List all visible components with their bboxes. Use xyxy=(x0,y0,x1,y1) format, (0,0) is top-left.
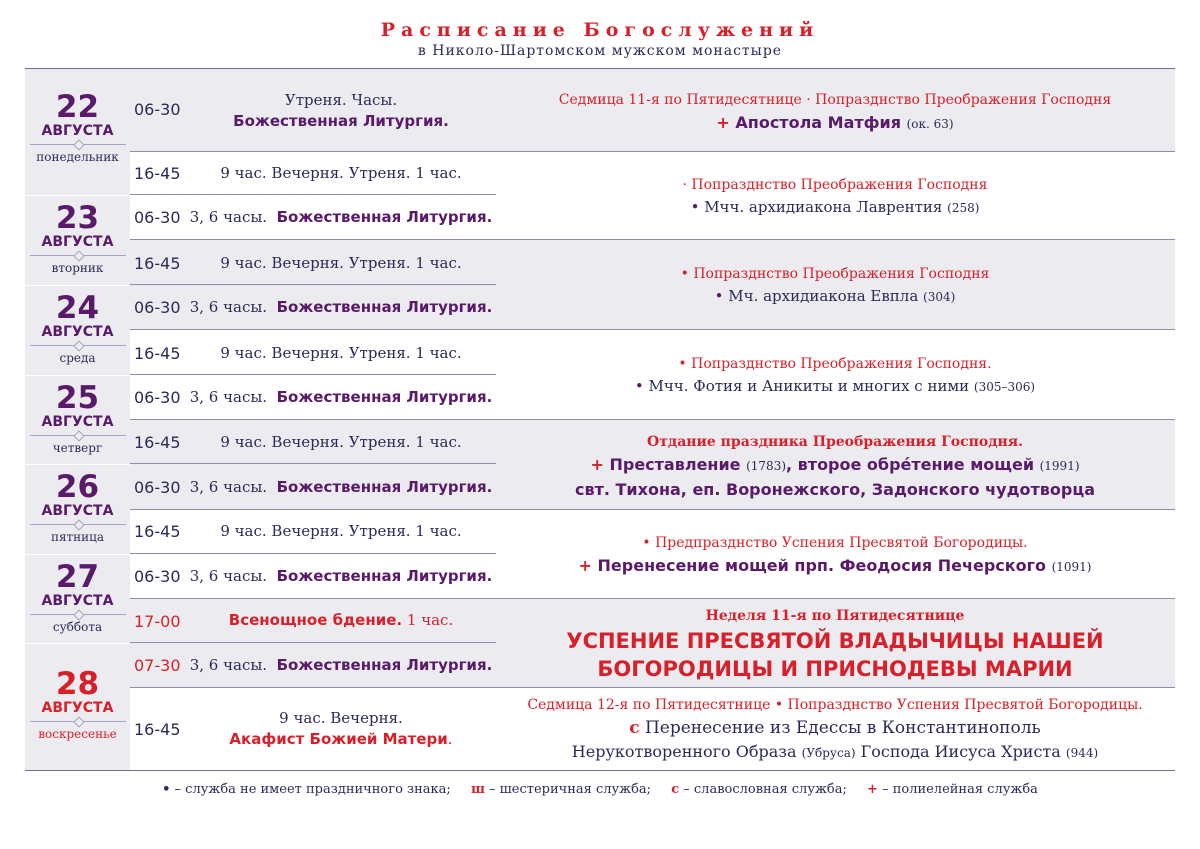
feast-year: (1991) xyxy=(1039,459,1080,473)
service-time: 06-30 xyxy=(134,388,181,407)
service-liturgy: Божественная Литургия. xyxy=(276,478,493,496)
row-divider xyxy=(130,284,496,285)
feast-year: (944) xyxy=(1065,746,1099,760)
service-desc: 9 час. Вечерня. Утреня. 1 час. xyxy=(220,522,462,540)
service-liturgy: Божественная Литургия. xyxy=(276,656,493,674)
service-time: 16-45 xyxy=(134,522,181,541)
feast-title-line2: свт. Тихона, еп. Воронежского, Задонского чудотворца xyxy=(574,480,1096,499)
service-time: 16-45 xyxy=(134,254,181,273)
date-month: АВГУСТА xyxy=(41,324,114,340)
great-feast-title-line2: БОГОРОДИЦЫ И ПРИСНОДЕВЫ МАРИИ xyxy=(597,657,1073,681)
row-divider xyxy=(130,151,1175,152)
feast-year: (1783) xyxy=(746,459,787,473)
service-desc xyxy=(186,297,496,318)
feast-subtitle: • Предпразднство Успения Пресвятой Богородицы. xyxy=(642,535,1028,551)
feast-note: (Убруса) xyxy=(801,746,856,760)
legend-text: – полиелейная служба xyxy=(877,782,1038,797)
feast-title: Апостола Матфия xyxy=(735,113,902,132)
service-liturgy: Божественная Литургия. xyxy=(276,567,493,585)
service-desc xyxy=(186,708,496,750)
date-number: 23 xyxy=(55,200,100,236)
ornament-divider xyxy=(30,341,126,350)
legend-mark: • xyxy=(162,782,171,797)
service-time: 06-30 xyxy=(134,478,181,497)
feast-year: (304) xyxy=(923,290,956,304)
polyeleos-mark: + xyxy=(716,113,736,132)
table-top-rule xyxy=(25,68,1175,69)
service-time: 07-30 xyxy=(134,656,181,675)
date-number: 28 xyxy=(55,666,100,702)
legend-item xyxy=(471,782,651,797)
service-liturgy: Божественная Литургия. xyxy=(276,208,493,226)
date-weekday: среда xyxy=(59,351,96,365)
date-cell xyxy=(25,285,130,376)
feast-title-cont: , второе обре́тение мощей xyxy=(786,455,1035,474)
feast-title: Перенесение из Едессы в Константинополь xyxy=(639,718,1041,738)
doxology-mark: с xyxy=(629,718,640,738)
row-divider xyxy=(130,239,1175,240)
row-divider xyxy=(130,374,496,375)
feast-block xyxy=(500,353,1170,398)
great-feast-title: УСПЕНИЕ ПРЕСВЯТОЙ ВЛАДЫЧИЦЫ НАШЕЙ xyxy=(566,629,1104,653)
legend-mark: с xyxy=(671,782,680,797)
ornament-divider xyxy=(30,520,126,529)
feast-subtitle: • Попразднство Преображения Господня. xyxy=(678,356,992,372)
service-time: 16-45 xyxy=(134,164,181,183)
feast-year: (305–306) xyxy=(973,380,1036,394)
service-time: 16-45 xyxy=(134,344,181,363)
service-liturgy: Божественная Литургия. xyxy=(276,388,493,406)
date-cell xyxy=(25,554,130,644)
page-title: Расписание Богослужений xyxy=(380,19,820,41)
date-month: АВГУСТА xyxy=(41,234,114,250)
service-line: Утреня. Часы. xyxy=(284,91,398,109)
polyeleos-mark: + xyxy=(578,556,598,575)
plain-mark: • xyxy=(690,198,705,216)
service-liturgy: Божественная Литургия. xyxy=(276,298,493,316)
service-time: 06-30 xyxy=(134,567,181,586)
feast-title: Перенесение мощей прп. Феодосия Печерского xyxy=(597,556,1046,575)
feast-block xyxy=(500,532,1170,579)
feast-title: Мчч. архидиакона Лаврентия xyxy=(704,198,943,216)
feast-block xyxy=(500,605,1170,683)
service-time: 06-30 xyxy=(134,208,181,227)
service-hours: 3, 6 часы. xyxy=(189,567,268,585)
feast-title: Мчч. Фотия и Аникиты и многих с ними xyxy=(648,377,970,395)
service-desc xyxy=(186,610,496,631)
row-divider xyxy=(130,329,1175,330)
plain-mark: • xyxy=(634,377,649,395)
ornament-divider xyxy=(30,251,126,260)
legend-mark: ш xyxy=(470,782,485,797)
date-number: 27 xyxy=(55,559,100,595)
date-month: АВГУСТА xyxy=(41,593,114,609)
date-cell xyxy=(25,643,130,771)
service-vigil: Всенощное бдение. xyxy=(228,611,403,629)
header xyxy=(0,18,1200,60)
ornament-divider xyxy=(30,717,126,726)
date-month: АВГУСТА xyxy=(41,503,114,519)
service-time: 16-45 xyxy=(134,433,181,452)
feast-subtitle: Седмица 12-я по Пятидесятнице xyxy=(527,697,771,713)
feast-title-line2-cont: Господа Иисуса Христа xyxy=(855,742,1066,761)
service-hours: 3, 6 часы. xyxy=(189,478,268,496)
feast-block xyxy=(500,263,1170,308)
date-weekday: вторник xyxy=(51,261,104,275)
ornament-divider xyxy=(30,431,126,440)
service-desc xyxy=(186,655,496,676)
feast-year: (1091) xyxy=(1051,560,1092,574)
legend-mark: + xyxy=(867,782,878,797)
date-cell xyxy=(25,375,130,465)
row-divider xyxy=(130,598,1175,599)
date-weekday: пятница xyxy=(50,530,105,544)
row-divider xyxy=(130,463,496,464)
feast-subtitle: Неделя 11-я по Пятидесятнице xyxy=(705,608,965,624)
legend-text: – славословная служба; xyxy=(679,782,847,797)
date-month: АВГУСТА xyxy=(41,414,114,430)
feast-title: Мч. архидиакона Евпла xyxy=(728,287,919,305)
service-time: 17-00 xyxy=(134,612,181,631)
date-number: 25 xyxy=(55,380,100,416)
table-bottom-rule xyxy=(25,770,1175,771)
feast-block xyxy=(500,694,1170,765)
service-hours: 3, 6 часы. xyxy=(189,656,268,674)
service-line: 9 час. Вечерня. xyxy=(279,709,403,727)
service-desc: 9 час. Вечерня. Утреня. 1 час. xyxy=(220,254,462,272)
service-liturgy: Божественная Литургия. xyxy=(233,112,449,130)
service-desc xyxy=(186,207,496,228)
row-divider xyxy=(130,642,496,643)
row-divider xyxy=(130,419,1175,420)
feast-block xyxy=(500,174,1170,219)
feast-block xyxy=(500,431,1170,502)
feast-subtitle: Седмица 11-я по Пятидесятнице · Попразднство Преображения Господня xyxy=(558,92,1112,108)
legend-item xyxy=(671,782,847,797)
feast-subtitle: • Попразднство Преображения Господня xyxy=(680,266,990,282)
service-time: 06-30 xyxy=(134,100,181,119)
row-divider xyxy=(130,687,1175,688)
feast-block xyxy=(500,89,1170,136)
service-desc: 9 час. Вечерня. Утреня. 1 час. xyxy=(220,433,462,451)
date-number: 22 xyxy=(55,89,100,125)
service-hours: 3, 6 часы. xyxy=(189,388,268,406)
feast-title: Преставление xyxy=(609,455,741,474)
date-weekday: суббота xyxy=(52,620,103,634)
service-akathist-end: . xyxy=(447,730,453,748)
legend-item xyxy=(162,782,451,797)
feast-year: (ок. 63) xyxy=(906,117,954,131)
date-cell xyxy=(25,195,130,286)
date-month: АВГУСТА xyxy=(41,700,114,716)
feast-subtitle: · Попразднство Преображения Господня xyxy=(682,177,988,193)
polyeleos-mark: + xyxy=(590,455,610,474)
date-cell xyxy=(25,464,130,555)
date-month: АВГУСТА xyxy=(41,123,114,139)
legend-text: – служба не имеет праздничного знака; xyxy=(170,782,451,797)
ornament-divider xyxy=(30,140,126,149)
feast-title-line2: Нерукотворенного Образа xyxy=(571,742,802,761)
service-desc xyxy=(186,387,496,408)
legend xyxy=(0,782,1200,797)
service-time: 16-45 xyxy=(134,720,181,739)
feast-year: (258) xyxy=(947,201,980,215)
feast-subtitle: Отдание праздника Преображения Господня. xyxy=(647,434,1023,450)
service-desc xyxy=(186,477,496,498)
plain-mark: • xyxy=(714,287,729,305)
date-weekday: понедельник xyxy=(36,150,119,164)
service-desc: 9 час. Вечерня. Утреня. 1 час. xyxy=(220,164,462,182)
service-hours: 3, 6 часы. xyxy=(189,208,268,226)
service-hours: 3, 6 часы. xyxy=(189,298,268,316)
date-weekday: четверг xyxy=(52,441,103,455)
service-akathist: Акафист Божией Матери xyxy=(229,730,448,748)
row-divider xyxy=(130,194,496,195)
service-vigil-rest: 1 час. xyxy=(402,611,454,629)
page-subtitle: в Николо-Шартомском мужском монастыре xyxy=(417,43,783,59)
date-weekday: воскресенье xyxy=(38,727,117,741)
feast-subtitle-cont: • Попразднство Успения Пресвятой Богородицы. xyxy=(770,697,1143,713)
service-desc: 9 час. Вечерня. Утреня. 1 час. xyxy=(220,344,462,362)
service-desc xyxy=(186,90,496,132)
row-divider xyxy=(130,509,1175,510)
service-desc xyxy=(186,566,496,587)
date-number: 26 xyxy=(55,469,100,505)
legend-text: – шестеричная служба; xyxy=(484,782,652,797)
service-time: 06-30 xyxy=(134,298,181,317)
date-number: 24 xyxy=(55,290,100,326)
legend-item xyxy=(867,782,1038,797)
ornament-divider xyxy=(30,610,126,619)
date-cell xyxy=(25,69,130,195)
row-divider xyxy=(130,553,496,554)
